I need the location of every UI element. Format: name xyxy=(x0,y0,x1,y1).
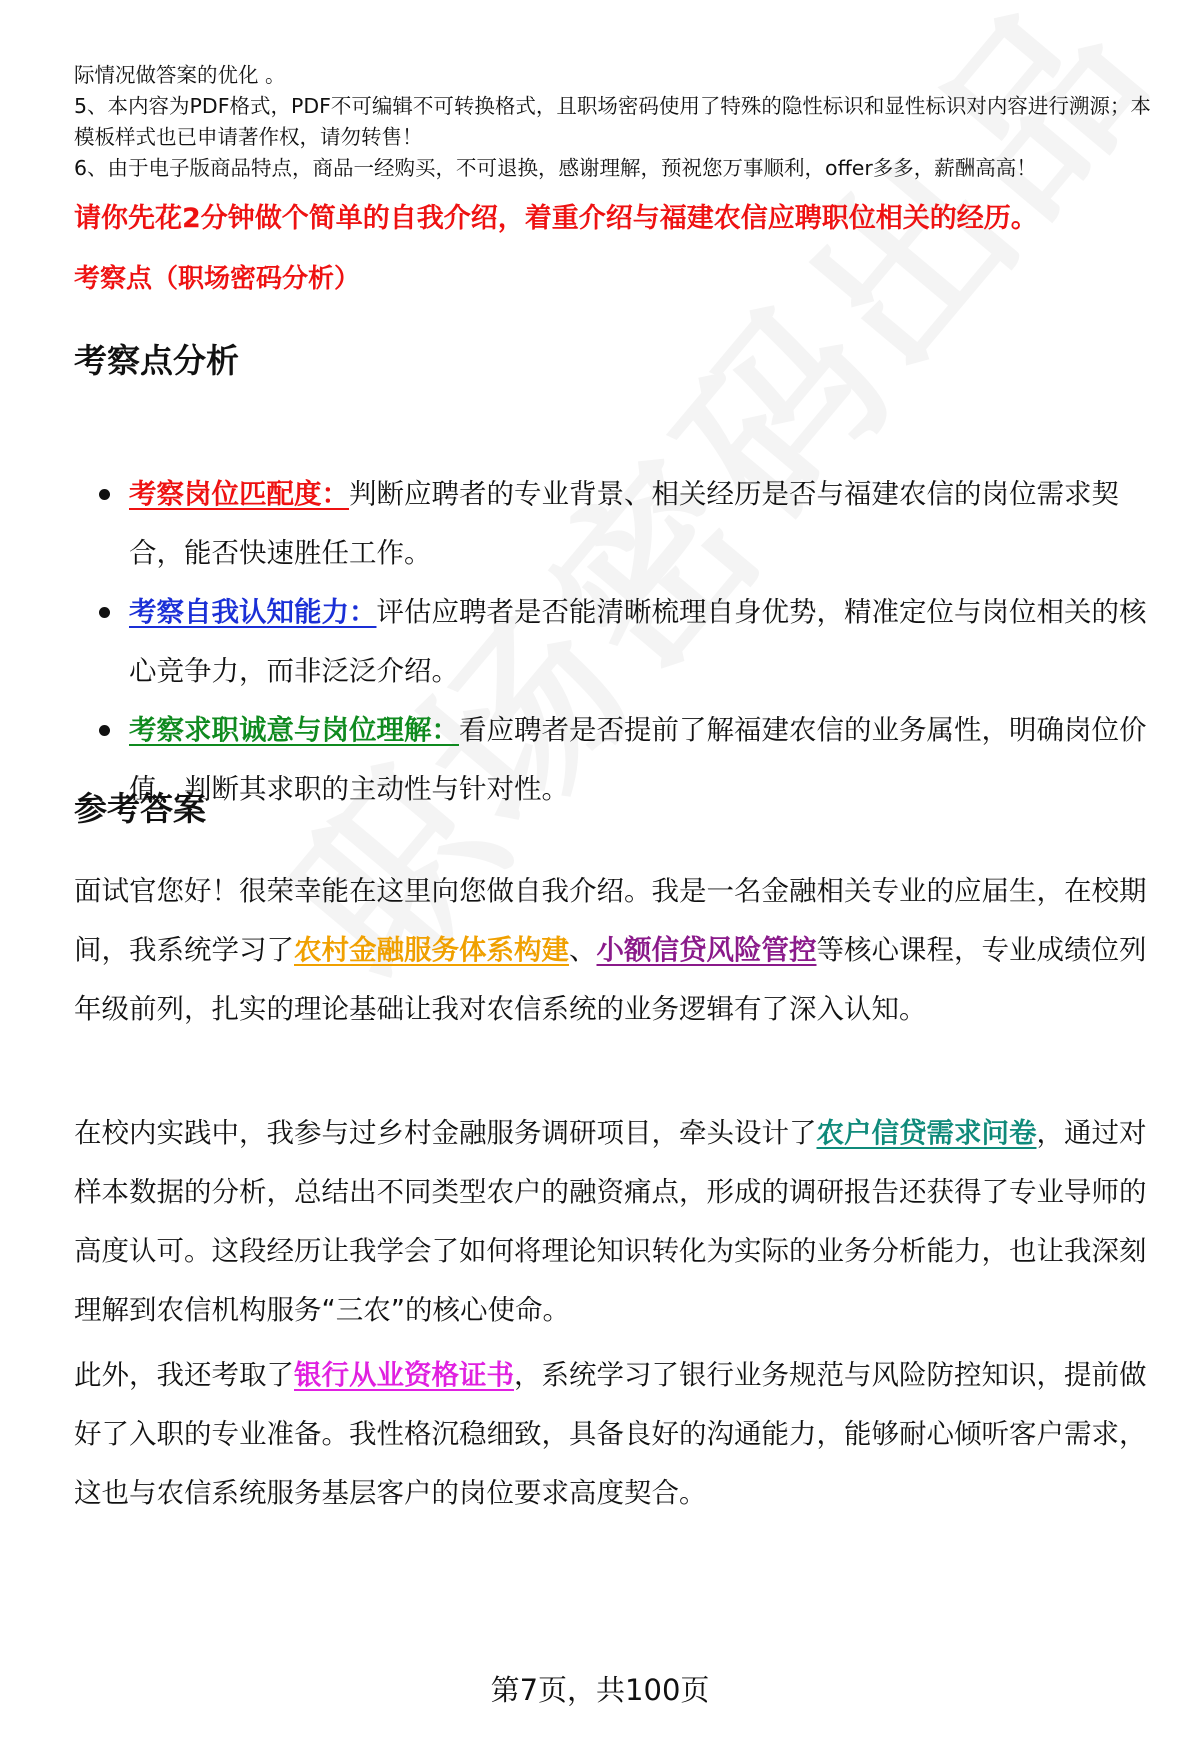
answer-text: ，系统学习了银行业务规范与风险防控知识，提前做好了入职的专业准备。我性格沉稳细致，具备良好的沟通能力，能够耐心倾听客户需求，这也与农信系统服务基层客户的岗位要求高度契合。 xyxy=(74,1359,1147,1509)
note-line: 5、本内容为PDF格式，PDF不可编辑不可转换格式，且职场密码使用了特殊的隐性标识和显性标识对内容进行溯源；本模板样式也已申请著作权，请勿转售！ xyxy=(74,94,1151,149)
section-title-analysis: 考察点分析 xyxy=(74,341,239,380)
bullet-text: 判断应聘者的专业背景、相关经历是否与福建农信的岗位需求契合，能否快速胜任工作。 xyxy=(129,478,1119,569)
bullet-key: 考察岗位匹配度： xyxy=(129,478,349,510)
bullet-icon xyxy=(99,489,110,500)
answer-text: 等核心课程，专业成绩位列年级前列，扎实的理论基础让我对农信系统的业务逻辑有了深入认知。 xyxy=(74,934,1147,1025)
note-line: 6、由于电子版商品特点，商品一经购买，不可退换，感谢理解，预祝您万事顺利，offer多多，薪酬高高！ xyxy=(74,156,1037,180)
list-item xyxy=(74,465,1154,583)
answer-text: 在校内实践中，我参与过乡村金融服务调研项目，牵头设计了 xyxy=(74,1117,817,1149)
answer-paragraph-2 xyxy=(74,1104,1154,1340)
bullet-icon xyxy=(99,607,110,618)
bullet-key: 考察求职诚意与岗位理解： xyxy=(129,714,459,746)
answer-text: ，通过对样本数据的分析，总结出不同类型农户的融资痛点，形成的调研报告还获得了专业导师的高度认可。这段经历让我学会了如何将理论知识转化为实际的业务分析能力，也让我深刻理解到农信机构服务“三农”的核心使命。 xyxy=(74,1117,1147,1326)
page-number: 第7页，共100页 xyxy=(490,1673,710,1707)
analysis-label: 考察点（职场密码分析） xyxy=(74,264,361,294)
answer-paragraph-3 xyxy=(74,1346,1154,1523)
answer-paragraph-1 xyxy=(74,862,1154,1039)
answer-text: 此外，我还考取了 xyxy=(74,1359,294,1391)
bullet-icon xyxy=(99,725,110,736)
notes-block xyxy=(74,60,1154,184)
answer-highlight: 农村金融服务体系构建 xyxy=(294,934,569,966)
answer-text: 面试官您好！很荣幸能在这里向您做自我介绍。我是一名金融相关专业的应届生，在校期间，我系统学习了 xyxy=(74,875,1147,966)
question-heading: 请你先花2分钟做个简单的自我介绍，着重介绍与福建农信应聘职位相关的经历。 xyxy=(74,203,1038,234)
section-title-answer: 参考答案 xyxy=(74,789,206,828)
list-item xyxy=(74,701,1154,819)
bullet-text: 看应聘者是否提前了解福建农信的业务属性，明确岗位价值，判断其求职的主动性与针对性。 xyxy=(129,714,1147,805)
bullet-text: 评估应聘者是否能清晰梳理自身优势，精准定位与岗位相关的核心竞争力，而非泛泛介绍。 xyxy=(129,596,1147,687)
note-line: 际情况做答案的优化 。 xyxy=(74,63,286,87)
answer-highlight: 银行从业资格证书 xyxy=(294,1359,514,1391)
bullet-key: 考察自我认知能力： xyxy=(129,596,377,628)
answer-highlight: 小额信贷风险管控 xyxy=(596,934,817,966)
analysis-list xyxy=(74,465,1154,819)
answer-text: 、 xyxy=(569,934,597,966)
answer-highlight: 农户信贷需求问卷 xyxy=(816,1117,1037,1149)
list-item xyxy=(74,583,1154,701)
